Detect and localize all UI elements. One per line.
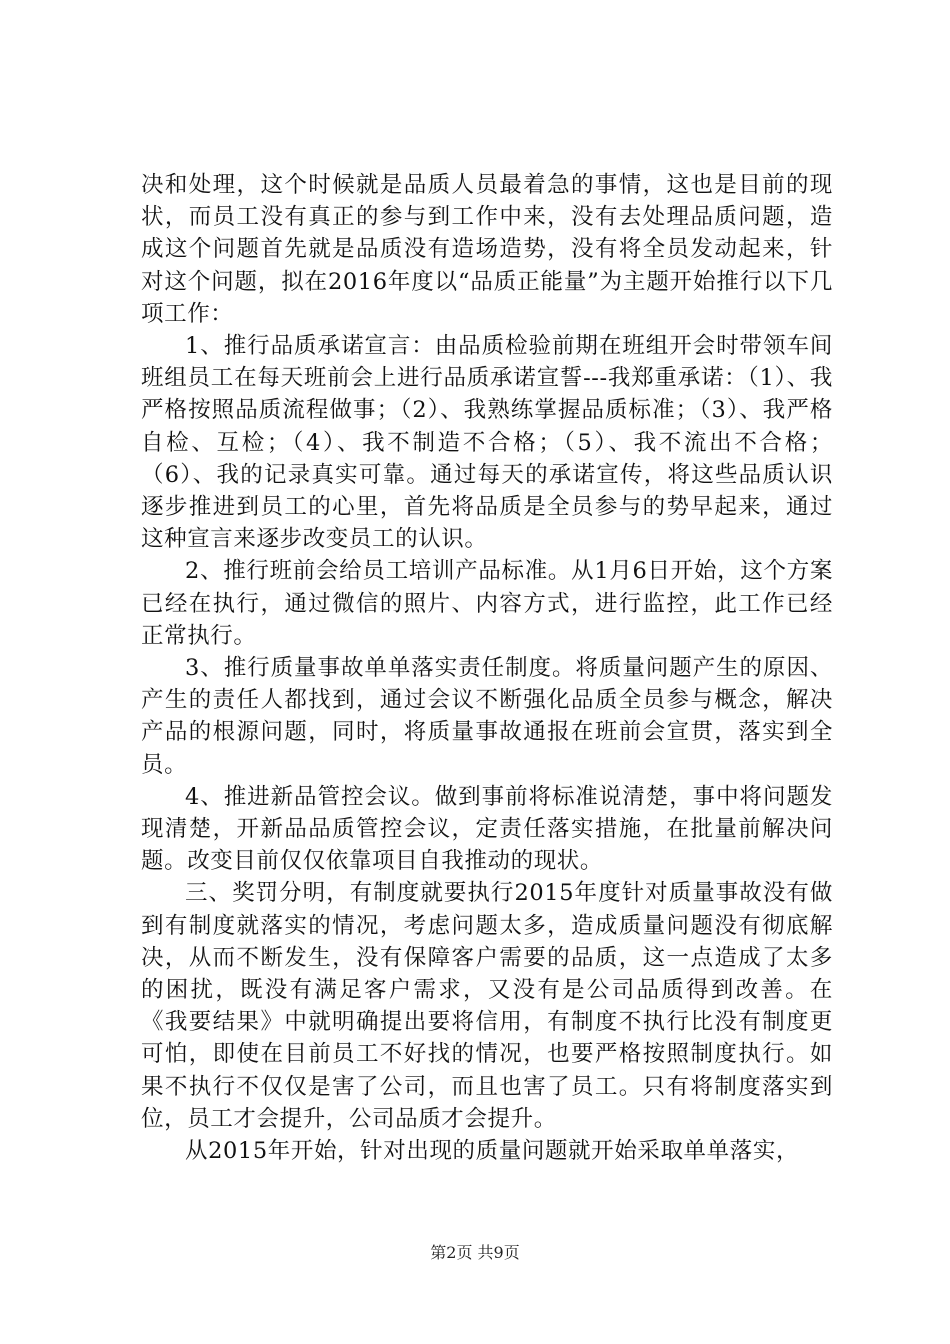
- document-body: [141, 169, 833, 1167]
- paragraph-item-3-responsibility: 3、推行质量事故单单落实责任制度。将质量问题产生的原因、产生的责任人都找到，通过会议不断强化品质全员参与概念，解决产品的根源问题，同时，将质量事故通报在班前会宣贯，落实到全员。: [141, 655, 833, 778]
- paragraph-intro-continuation: 决和处理，这个时候就是品质人员最着急的事情，这也是目前的现状，而员工没有真正的参与到工作中来，没有去处理品质问题，造成这个问题首先就是品质没有造场造势，没有将全员发动起来，针对这个问题，拟在2016年度以“品质正能量”为主题开始推行以下几项工作：: [141, 172, 833, 327]
- page-footer: [0, 1243, 950, 1263]
- paragraph-item-4-new-product-meeting: 4、推进新品管控会议。做到事前将标准说清楚，事中将问题发现清楚，开新品品质管控会议，定责任落实措施，在批量前解决问题。改变目前仅仅依靠项目自我推动的现状。: [141, 783, 833, 875]
- paragraph-item-1-commitment: 1、推行品质承诺宣言：由品质检验前期在班组开会时带领车间班组员工在每天班前会上进行品质承诺宣誓---我郑重承诺：（1）、我严格按照品质流程做事；（2）、我熟练掌握品质标准；（3）、我严格自检、互检；（4）、我不制造不合格；（5）、我不流出不合格；（6）、我的记录真实可靠。通过每天的承诺宣传，将这些品质认识逐步推进到员工的心里，首先将品质是全员参与的势早起来，通过这种宣言来逐步改变员工的认识。: [141, 333, 833, 553]
- paragraph-from-2015: 从2015年开始，针对出现的质量问题就开始采取单单落实，: [185, 1138, 800, 1165]
- paragraph-section-3-rewards: 三、奖罚分明，有制度就要执行2015年度针对质量事故没有做到有制度就落实的情况，考虑问题太多，造成质量问题没有彻底解决，从而不断发生，没有保障客户需要的品质，这一点造成了太多的困扰，既没有满足客户需求，又没有是公司品质得到改善。在《我要结果》中就明确提出要将信用，有制度不执行比没有制度更可怕，即使在目前员工不好找的情况，也要严格按照制度执行。如果不执行不仅仅是害了公司，而且也害了员工。只有将制度落实到位，员工才会提升，公司品质才会提升。: [141, 880, 833, 1132]
- paragraph-item-2-training: 2、推行班前会给员工培训产品标准。从1月6日开始，这个方案已经在执行，通过微信的照片、内容方式，进行监控，此工作已经正常执行。: [141, 558, 833, 649]
- page-number: 第2页 共9页: [430, 1243, 520, 1262]
